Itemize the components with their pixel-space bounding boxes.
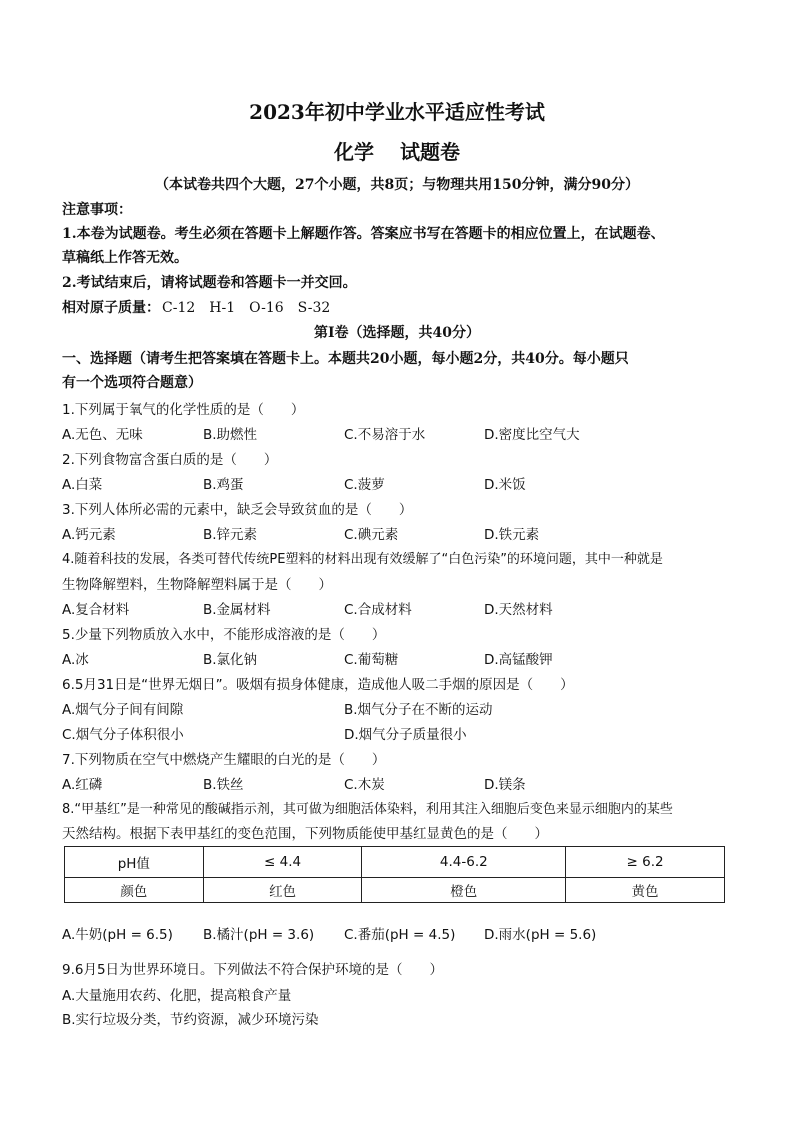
atomic-label: 相对原子质量：	[62, 300, 160, 316]
notice-item-1-line-1: 1.本卷为试题卷。考生必须在答题卡上解题作答。答案应书写在答题卡的相应位置上，在试题卷、	[62, 226, 665, 242]
ph-table-header-row	[65, 847, 725, 878]
question-4-option-c: C.合成材料	[344, 602, 412, 618]
atomic-mass-o: O-16	[249, 300, 284, 316]
question-1-option-c: C.不易溶于水	[344, 427, 426, 443]
question-3-stem: 3.下列人体所必需的元素中，缺乏会导致贫血的是（ ）	[62, 502, 413, 518]
question-8-option-b: B.橘汁(pH = 3.6)	[203, 927, 315, 943]
question-8-option-d: D.雨水(pH = 5.6)	[484, 927, 597, 943]
question-5-option-a: A.冰	[62, 652, 89, 668]
question-5-option-d: D.高锰酸钾	[484, 652, 553, 668]
atomic-mass-s: S-32	[297, 300, 331, 316]
question-6-stem: 6.5月31日是“世界无烟日”。吸烟有损身体健康，造成他人吸二手烟的原因是（ ）	[62, 677, 574, 693]
question-4-option-a: A.复合材料	[62, 602, 130, 618]
question-2-stem: 2.下列食物富含蛋白质的是（ ）	[62, 452, 278, 468]
exam-note: （本试卷共四个大题，27个小题，共8页；与物理共用150分钟，满分90分）	[155, 177, 639, 193]
ph-table-cell: 橙色	[362, 878, 566, 903]
ph-table-cell: 黄色	[566, 878, 725, 903]
question-7-option-b: B.铁丝	[203, 777, 244, 793]
question-2-option-c: C.菠萝	[344, 477, 385, 493]
question-7-option-c: C.木炭	[344, 777, 385, 793]
question-8-stem-line-2: 天然结构。根据下表甲基红的变色范围，下列物质能使甲基红显黄色的是（ ）	[62, 826, 548, 842]
question-8-option-c: C.番茄(pH = 4.5)	[344, 927, 456, 943]
question-2-option-b: B.鸡蛋	[203, 477, 244, 493]
question-2-option-a: A.白菜	[62, 477, 103, 493]
question-7-option-d: D.镁条	[484, 777, 526, 793]
question-3-option-c: C.碘元素	[344, 527, 399, 543]
question-5-stem: 5.少量下列物质放入水中，不能形成溶液的是（ ）	[62, 627, 386, 643]
ph-table-cell: 颜色	[65, 878, 204, 903]
question-6-option-a: A.烟气分子间有间隙	[62, 702, 184, 718]
question-3-option-d: D.铁元素	[484, 527, 540, 543]
notice-item-1-line-2: 草稿纸上作答无效。	[62, 250, 188, 266]
question-4-stem-line-2: 生物降解塑料，生物降解塑料属于是（ ）	[62, 577, 332, 593]
question-1-option-b: B.助燃性	[203, 427, 258, 443]
question-8-stem-line-1: 8.“甲基红”是一种常见的酸碱指示剂，其可做为细胞活体染料，利用其注入细胞后变色来显示细胞内的某些	[62, 802, 673, 817]
question-4-option-d: D.天然材料	[484, 602, 553, 618]
question-9-option-b: B.实行垃圾分类，节约资源，减少环境污染	[62, 1012, 319, 1028]
question-9-option-a: A.大量施用农药、化肥，提高粮食产量	[62, 988, 292, 1004]
question-1-stem: 1.下列属于氧气的化学性质的是（ ）	[62, 402, 305, 418]
paper-type-label: 试题卷	[400, 140, 460, 164]
part1-instructions-line-1: 一、选择题（请考生把答案填在答题卡上。本题共20小题，每小题2分，共40分。每小题只	[62, 351, 629, 367]
question-8-option-a: A.牛奶(pH = 6.5)	[62, 927, 173, 943]
question-6-option-d: D.烟气分子质量很小	[344, 727, 467, 743]
ph-table-color-row	[65, 878, 725, 903]
question-2-option-d: D.米饭	[484, 477, 526, 493]
ph-table-cell: 4.4-6.2	[362, 847, 566, 878]
exam-subtitle	[0, 136, 794, 165]
question-1-option-a: A.无色、无味	[62, 427, 143, 443]
volume-title: 第Ⅰ卷（选择题，共40分）	[313, 325, 481, 341]
question-3-option-b: B.锌元素	[203, 527, 258, 543]
question-4-stem-line-1: 4.随着科技的发展，各类可替代传统PE塑料的材料出现有效缓解了“白色污染”的环境问题，其中一种就是	[62, 552, 663, 567]
question-7-option-a: A.红磷	[62, 777, 103, 793]
question-7-stem: 7.下列物质在空气中燃烧产生耀眼的白光的是（ ）	[62, 752, 386, 768]
notice-heading: 注意事项：	[62, 202, 132, 218]
question-3-option-a: A.钙元素	[62, 527, 116, 543]
question-6-option-c: C.烟气分子体积很小	[62, 727, 184, 743]
question-6-option-b: B.烟气分子在不断的运动	[344, 702, 493, 718]
question-5-option-b: B.氯化钠	[203, 652, 258, 668]
question-1-option-d: D.密度比空气大	[484, 427, 580, 443]
exam-title: 2023年初中学业水平适应性考试	[249, 100, 545, 124]
atomic-mass-h: H-1	[209, 300, 236, 316]
atomic-masses	[62, 297, 344, 317]
subject-label: 化学	[334, 140, 374, 164]
question-9-stem: 9.6月5日为世界环境日。下列做法不符合保护环境的是（ ）	[62, 962, 444, 978]
question-5-option-c: C.葡萄糖	[344, 652, 399, 668]
part1-instructions-line-2: 有一个选项符合题意）	[62, 375, 202, 391]
question-4-option-b: B.金属材料	[203, 602, 271, 618]
ph-table-cell: ≤ 4.4	[203, 847, 362, 878]
ph-table-cell: pH值	[65, 847, 204, 878]
ph-color-table	[64, 846, 725, 903]
ph-table-cell: ≥ 6.2	[566, 847, 725, 878]
atomic-mass-c: C-12	[162, 300, 196, 316]
ph-table-cell: 红色	[203, 878, 362, 903]
notice-item-2: 2.考试结束后，请将试题卷和答题卡一并交回。	[62, 275, 357, 291]
